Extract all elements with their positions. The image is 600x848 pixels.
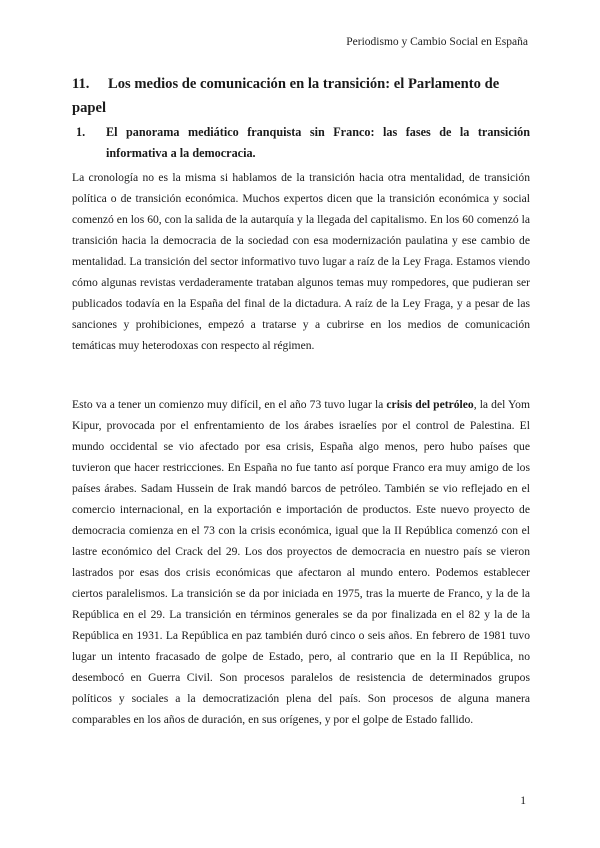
page-number: 1	[520, 795, 526, 807]
body-paragraph-2	[72, 394, 530, 730]
section-heading	[76, 122, 530, 164]
bold-term-oil-crisis: crisis del petróleo	[386, 398, 474, 411]
paragraph-2-text-start: Esto va a tener un comienzo muy difícil, en el año 73 tuvo lugar la	[72, 398, 387, 411]
chapter-heading	[72, 72, 530, 120]
body-paragraph-1: La cronología no es la misma si hablamos de la transición hacia otra mentalidad, de transición política o de transición económica. Muchos expertos dicen que la transición económica y social comenzó en los 60, con la salida de la autarquía y la llegada del capitalismo. En los 60 comenzó la transición hacia la democracia de la sociedad con esa modernización paulatina y ese cambio de mentalidad. La transición del sector informativo tuvo lugar a raíz de la Ley Fraga. Estamos viendo cómo algunas revistas verdaderamente trataban algunos temas muy rompedores, que pudieran ser publicados todavía en la España del final de la dictadura. A raíz de la Ley Fraga, y a pesar de las sanciones y prohibiciones, empezó a tratarse y a cubrirse en los medios de comunicación temáticas muy heterodoxas con respecto al régimen.	[72, 171, 530, 352]
section-title: El panorama mediático franquista sin Franco: las fases de la transición informativa a la democracia.	[106, 125, 530, 160]
paragraph-2-text-end: , la del Yom Kipur, provocada por el enfrentamiento de los árabes israelíes por el control de Palestina. El mundo occidental se vio afectado por esa crisis, España algo menos, pero hubo países que tuvieron que hacer restricciones. En España no fue tanto así porque Franco era muy amigo de los países árabes. Sadam Hussein de Irak mandó barcos de petróleo. También se vio reflejado en el comercio internacional, en la exportación e importación de productos. Este nuevo proyecto de democracia comienza en el 73 con la crisis económica, igual que la II República comenzó con el lastre económico del Crack del 29. Los dos proyectos de democracia en nuestro país se vieron lastrados por esas dos crisis económicas que afectaron al mundo entero. Podemos establecer ciertos paralelismos. La transición se da por iniciada en 1975, tras la muerte de Franco, y la de la República en el 29. La transición en términos generales se da por finalizada en el 82 y la de la República en 1931. La República en paz también duró cinco o seis años. En febrero de 1981 tuvo lugar un intento fracasado de golpe de Estado, pero, al contrario que en la II República, no desembocó en Guerra Civil. Son procesos paralelos de resistencia de determinados grupos políticos y sociales a la democratización plena del país. Son procesos de alguna manera comparables en los años de duración, en sus orígenes, y por el golpe de Estado fallido.	[72, 398, 530, 726]
chapter-number: 11.	[72, 76, 90, 92]
chapter-title: Los medios de comunicación en la transición: el Parlamento de papel	[72, 76, 500, 116]
section-number: 1.	[76, 125, 86, 139]
running-header: Periodismo y Cambio Social en España	[346, 36, 528, 48]
